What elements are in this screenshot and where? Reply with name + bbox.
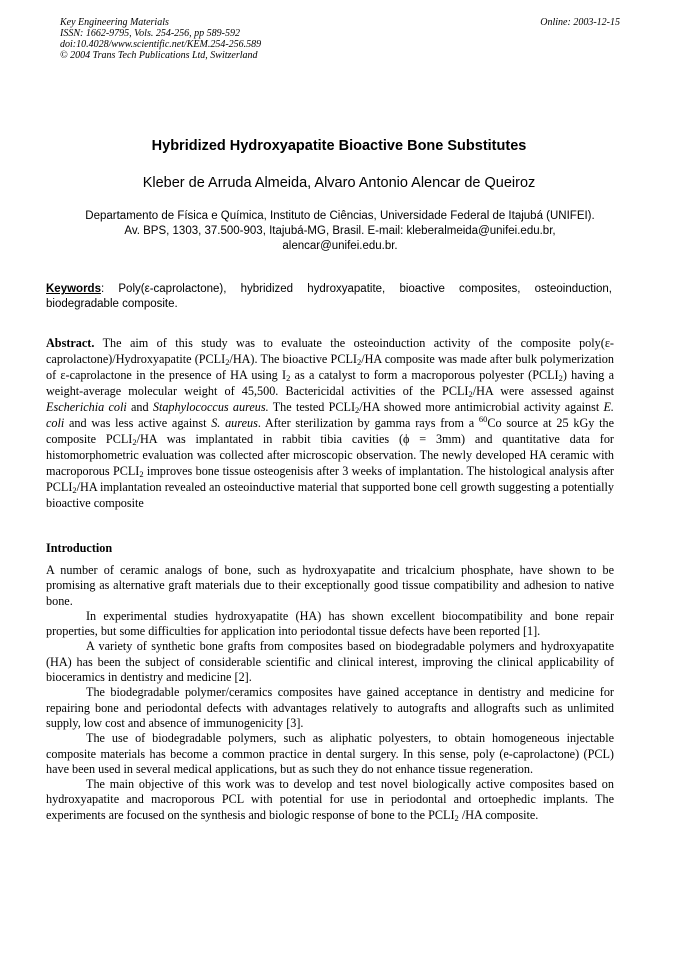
paragraph: A number of ceramic analogs of bone, such as hydroxyapatite and tricalcium phosphate, have shown to be promising as alternative graft materials due to their exceptionally good tissue compatibility and adhesion to native bone. [46, 563, 614, 608]
abstract-label: Abstract. [46, 336, 95, 350]
issn-line: ISSN: 1662-9795, Vols. 254-256, pp 589-592 [60, 28, 240, 39]
online-date: Online: 2003-12-15 [540, 17, 620, 28]
keywords [46, 282, 612, 312]
paper-authors: Kleber de Arruda Almeida, Alvaro Antonio Alencar de Queiroz [142, 175, 536, 191]
paragraph: The use of biodegradable polymers, such as aliphatic polyesters, to obtain homogeneous injectable composite materials has become a common practice in dental surgery. In this sense, poly (e-caprolactone) (PCL) have been used in several medical applications, but as such they do not enhance tissue regeneration. [46, 731, 614, 776]
affiliation-line: Av. BPS, 1303, 37.500-903, Itajubá-MG, Brasil. E-mail: kleberalmeida@unifei.edu.br, [124, 225, 556, 237]
introduction-body [46, 563, 614, 823]
doi-line: doi:10.4028/www.scientific.net/KEM.254-256.589 [60, 39, 262, 50]
paragraph: A variety of synthetic bone grafts from composites based on biodegradable polymers and hydroxyapatite (HA) has been the subject of considerable scientific and clinical interest, improving the clinical applicability of bioceramics in dentistry and medicine [2]. [46, 639, 614, 685]
affiliation-line: alencar@unifei.edu.br. [282, 240, 398, 252]
copyright-line: © 2004 Trans Tech Publications Ltd, Switzerland [60, 50, 258, 61]
journal-header [60, 17, 620, 61]
section-heading: Introduction [46, 541, 113, 555]
paragraph: In experimental studies hydroxyapatite (HA) has shown excellent biocompatibility and bone repair properties, but some difficulties for application into periodontal tissue defects have been reported [1]. [46, 608, 614, 639]
affiliation-line: Departamento de Física e Química, Instituto de Ciências, Universidade Federal de Itajubá (UNIFEI). [85, 210, 595, 222]
keywords-text: : Poly(ε-caprolactone), hybridized hydroxyapatite, bioactive composites, osteoinduction, biodegradable composite. [46, 283, 612, 310]
abstract: Abstract. The aim of this study was to evaluate the osteoinduction activity of the composite poly(ε-caprolactone)/Hydroxyapatite $(PCLI_2/HA)$. The bioactive $PCLI_2/HA$ composite was made after bulk polymerization of ε-caprolactone in the presence of HA using $I_2$ as a catalyst to form a macroporous polyester $(PCLI_2)$ having a weight-average molecular weight of 45,500. Bactericidal activities of the $PCLI_2/HA$ were assessed against Escherichia coli and Staphylococcus aureus. The tested $PCLI_2/HA$ showed more antimicrobial activity against E. coli and was less active against S. aureus. After sterilization by gamma rays from a $^{60}$Co source at 25 kGy the composite $PCLI_2/HA$ was implantated in rabbit tibia cavities (ϕ = 3mm) and quantitative data for histomorphometric evaluation was collected after microscopic observation. The newly developed HA ceramic with macroporous $PCLI_2$ improves bone tissue osteogenisis after 3 weeks of implantation. The histological analysis after $PCLI_2/HA$ implantation revealed an osteoinductive material that supported bone cell growth suggesting a potentially bioactive composite [46, 336, 615, 510]
keywords-label: Keywords [46, 283, 101, 295]
journal-name: Key Engineering Materials [60, 17, 169, 28]
paper-title: Hybridized Hydroxyapatite Bioactive Bone Substitutes [151, 138, 527, 154]
paragraph: The main objective of this work was to develop and test novel biologically active composites based on hydroxyapatite and macroporous PCL with potential for use in periodontal and ortoephedic implants. The experiments are focused on the synthesis and biologic response of bone to the $PCLI_2$ /HA composite. [46, 777, 614, 823]
paragraph: The biodegradable polymer/ceramics composites have gained acceptance in dentistry and medicine for repairing bone and periodontal defects with advantages relatively to autografts and allografts such as unlimited supply, low cost and absence of immunogenicity [3]. [46, 685, 614, 730]
affiliation [40, 209, 640, 254]
